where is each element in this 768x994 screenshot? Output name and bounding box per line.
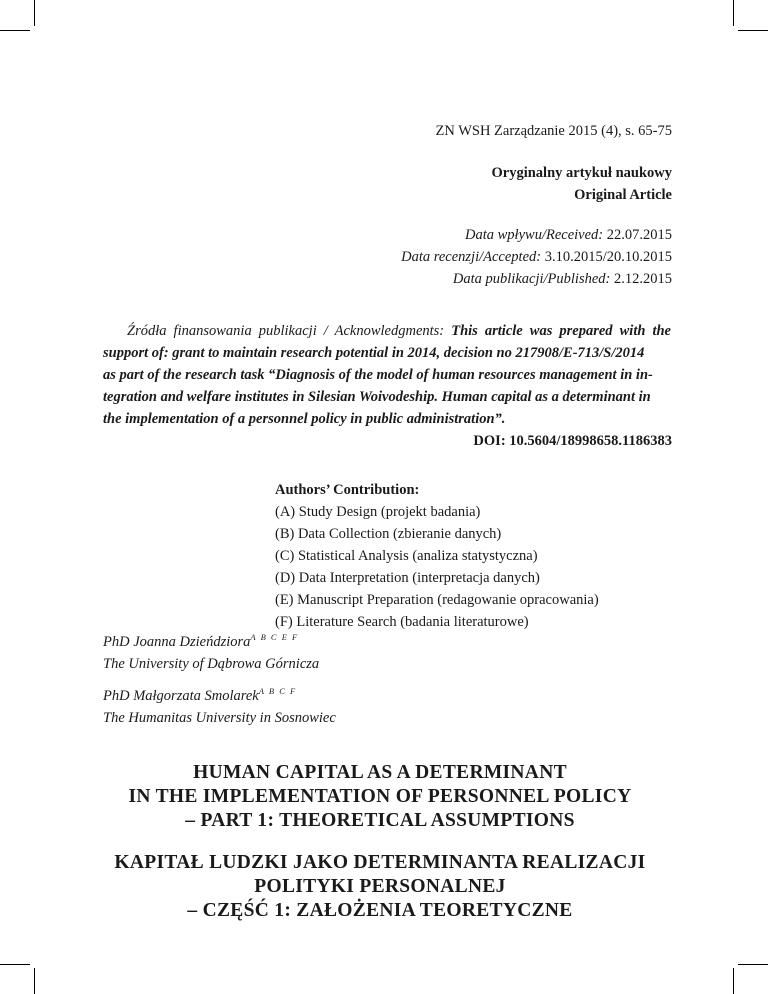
date-published <box>453 268 672 290</box>
date-received-label: Data wpływu/Received: <box>465 227 604 243</box>
crop-mark-top-right-v <box>733 0 734 26</box>
author-2-affiliation: The Humanitas University in Sosnowiec <box>103 709 336 726</box>
contribution-item: (B) Data Collection (zbieranie danych) <box>275 526 502 542</box>
contribution-item: (F) Literature Search (badania literaturowe) <box>275 614 529 630</box>
contribution-title: Authors’ Contribution: <box>275 482 420 498</box>
title-en <box>100 761 660 833</box>
date-published-label: Data publikacji/Published: <box>452 271 611 287</box>
crop-mark-top-left-v <box>34 0 35 26</box>
title-en-line-2: IN THE IMPLEMENTATION OF PERSONNEL POLICY <box>128 786 632 807</box>
doi[interactable]: DOI: 10.5604/18998658.1186383 <box>473 433 672 449</box>
crop-mark-bottom-left-h <box>0 964 30 965</box>
title-en-line-3: – PART 1: THEORETICAL ASSUMPTIONS <box>185 810 575 831</box>
journal-reference: ZN WSH Zarządzanie 2015 (4), s. 65-75 <box>435 123 672 139</box>
funding-label: Źródła finansowania publikacji / Acknowledgments: <box>127 323 445 339</box>
crop-mark-bottom-right-v <box>733 968 734 994</box>
funding-line-1: This article was prepared with the <box>451 323 671 339</box>
date-received-value: 22.07.2015 <box>606 227 672 243</box>
author-1-name: PhD Joanna Dzieńdziora <box>103 633 251 650</box>
date-accepted <box>401 246 672 268</box>
contribution-item: (D) Data Interpretation (interpretacja danych) <box>275 570 540 586</box>
author-1 <box>103 626 319 675</box>
funding-note <box>103 320 671 430</box>
contribution-item: (E) Manuscript Preparation (redagowanie opracowania) <box>275 592 599 608</box>
date-accepted-value: 3.10.2015/20.10.2015 <box>544 249 672 265</box>
contribution-block <box>275 479 599 633</box>
title-pl-line-2: POLITYKI PERSONALNEJ <box>254 876 506 897</box>
crop-mark-top-right-h <box>738 30 768 31</box>
author-1-roles: A B C E F <box>250 632 299 642</box>
title-en-line-1: HUMAN CAPITAL AS A DETERMINANT <box>193 762 567 783</box>
author-2-name: PhD Małgorzata Smolarek <box>103 687 259 704</box>
funding-line-3: as part of the research task “Diagnosis of the model of human resources management in in- <box>103 367 653 383</box>
article-type-pl: Oryginalny artykuł naukowy <box>491 165 672 181</box>
article-type-en: Original Article <box>574 187 672 203</box>
crop-mark-bottom-right-h <box>738 964 768 965</box>
contribution-item: (C) Statistical Analysis (analiza statystyczna) <box>275 548 538 564</box>
contribution-item: (A) Study Design (projekt badania) <box>275 504 481 520</box>
crop-mark-top-left-h <box>0 30 30 31</box>
author-2-roles: A B C F <box>258 686 297 696</box>
title-pl-line-3: – CZĘŚĆ 1: ZAŁOŻENIA TEORETYCZNE <box>187 900 573 921</box>
date-received <box>465 224 672 246</box>
funding-line-5: the implementation of a personnel policy in public administration”. <box>103 411 506 427</box>
date-published-value: 2.12.2015 <box>614 271 672 287</box>
title-pl-line-1: KAPITAŁ LUDZKI JAKO DETERMINANTA REALIZACJI <box>114 852 646 873</box>
crop-mark-bottom-left-v <box>34 968 35 994</box>
funding-line-4: tegration and welfare institutes in Silesian Woivodeship. Human capital as a determinant in <box>103 389 651 405</box>
author-2-line <box>103 680 336 707</box>
author-1-line <box>103 626 319 653</box>
author-1-affiliation: The University of Dąbrowa Górnicza <box>103 655 320 672</box>
date-accepted-label: Data recenzji/Accepted: <box>401 249 542 265</box>
funding-line-2: support of: grant to maintain research potential in 2014, decision no 217908/E-713/S/2014 <box>103 345 645 361</box>
title-pl <box>100 851 660 923</box>
author-2 <box>103 680 336 729</box>
